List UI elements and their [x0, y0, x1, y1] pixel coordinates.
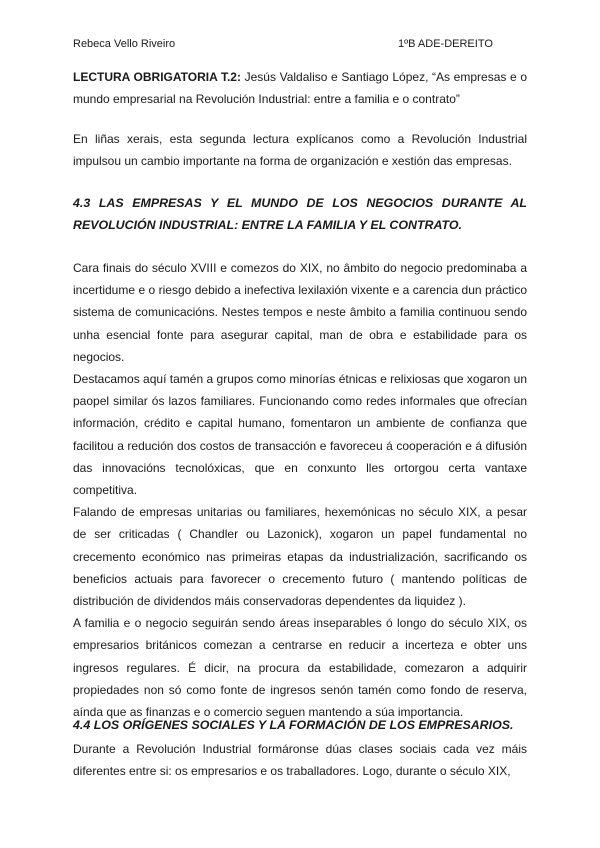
section-heading: LOS ORÍGENES SOCIALES Y LA FORMACIÓN DE LOS EMPRESARIOS. — [93, 718, 514, 732]
header-author: Rebeca Vello Riveiro — [73, 38, 176, 50]
summary-paragraph: En liñas xerais, esta segunda lectura explícanos como a Revolución Industrial impulsou un cambio importante na forma de organización e xestión das empresas. — [73, 132, 527, 169]
header-course: 1ºB ADE-DEREITO — [398, 38, 493, 50]
reading-reference: Jesús Valdaliso e Santiago López, “As empresas e o mundo empresarial na Revolución Industrial: entre a familia e o contrato” — [73, 70, 528, 107]
paragraph: A familia e o negocio seguirán sendo áreas inseparables ó longo do século XIX, os empresarios británicos comezan a centrarse en reducir a incerteza e obter uns ingresos regulares. É dicir, na procura da estabilidade, comezaron a adquirir propiedades non só como fonte de ingresos senón tamén como fondo de reserva, aínda que as finanzas e o comercio seguen mantendo a súa importancia. — [73, 616, 527, 720]
paragraph: Destacamos aquí tamén a grupos como minorías étnicas e relixiosas que xogaron un paopel similar ós lazos familiares. Funcionando como redes informales que ofrecían información, crédito e capital humano, fomentaron un ambiente de confianza que facilitou a redución dos costos de transacción e favoreceu á cooperación e á difusión das innovacións tecnolóxicas, que en conxunto lles ortorgou certa vantaxe competitiva. — [73, 372, 527, 498]
section-4-3-title: 4.3 LAS EMPRESAS Y EL MUNDO DE LOS NEGOCIOS DURANTE AL REVOLUCIÓN INDUSTRIAL: ENTRE LA FAMILIA Y EL CONTRATO. — [73, 196, 527, 233]
section-number: 4.4 — [73, 718, 91, 732]
section-4-3-body — [73, 257, 527, 723]
paragraph: Falando de empresas unitarias ou familiares, hexemónicas no século XIX, a pesar de ser criticadas ( Chandler ou Lazonick), xogaron un papel fundamental no crecemento económico nas primeiras etapas da industrialización, sacrificando os beneficios actuais para favorecer o crecemento futuro ( mantendo políticas de distribución de dividendos máis conservadoras dependentes da liquidez ). — [73, 505, 527, 609]
section-4-4-body: Durante a Revolución Industrial formáronse dúas clases sociais cada vez máis diferentes entre si: os empresarios e os traballadores. Logo, durante o século XIX, — [73, 742, 527, 779]
reading-label: LECTURA OBRIGATORIA T.2: — [73, 70, 241, 84]
section-4-4-title — [73, 714, 527, 736]
intro-paragraph — [73, 66, 527, 110]
paragraph: Cara finais do século XVIII e comezos do XIX, no âmbito do negocio predominaba a incertidume e o riesgo debido a inefectiva lexilaxión vixente e a carencia dun práctico sistema de comunicacións. Nestes tempos e neste âmbito a familia continuou sendo unha esencial fonte para asegurar capital, man de obra e estabilidade para os negocios. — [73, 261, 527, 364]
